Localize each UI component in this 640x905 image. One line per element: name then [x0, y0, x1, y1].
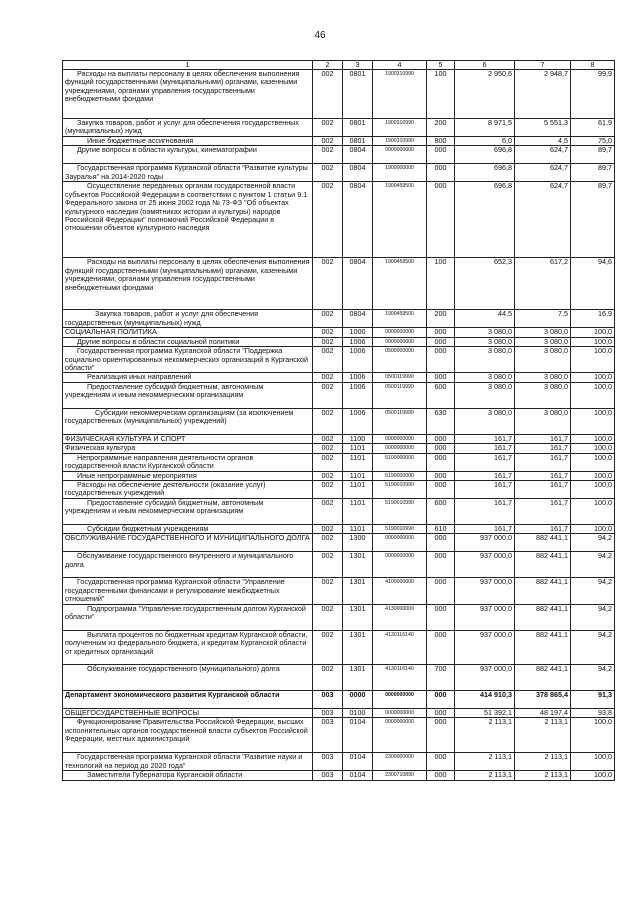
row-percent: 100,0 [571, 337, 615, 346]
row-name: Иные непрограммные мероприятия [63, 471, 313, 480]
table-row [63, 164, 615, 182]
row-percent: 100,0 [571, 373, 615, 382]
row-expense-type: 000 [427, 481, 455, 499]
row-actual: 882 441,1 [515, 552, 571, 578]
row-actual: 624,7 [515, 146, 571, 164]
table-row [63, 604, 615, 630]
row-admin-code: 002 [313, 481, 343, 499]
budget-table [62, 60, 615, 781]
row-expense-type: 000 [427, 182, 455, 258]
row-expense-type: 000 [427, 373, 455, 382]
row-name: Заместители Губернатора Курганской области [63, 771, 313, 780]
row-section-code: 0104 [343, 718, 373, 753]
table-row [63, 525, 615, 534]
table-row [63, 578, 615, 604]
row-actual: 624,7 [515, 164, 571, 182]
row-planned: 2 113,1 [455, 718, 515, 753]
row-admin-code: 002 [313, 146, 343, 164]
row-name: Реализация иных направлений [63, 373, 313, 382]
table-row [63, 499, 615, 525]
row-percent: 100,0 [571, 328, 615, 337]
row-percent: 93,8 [571, 708, 615, 717]
row-planned: 161,7 [455, 499, 515, 525]
row-percent: 94,2 [571, 664, 615, 690]
table-row [63, 690, 615, 708]
row-target-code: 0000000000 [373, 337, 427, 346]
row-section-code: 0801 [343, 119, 373, 137]
row-admin-code: 002 [313, 534, 343, 552]
row-admin-code: 002 [313, 337, 343, 346]
table-row [63, 453, 615, 471]
row-planned: 696,8 [455, 146, 515, 164]
row-name: Департамент экономического развития Курганской области [63, 690, 313, 708]
header-cell: 6 [455, 61, 515, 70]
row-percent: 100,0 [571, 444, 615, 453]
row-admin-code: 002 [313, 604, 343, 630]
row-percent: 99,9 [571, 70, 615, 119]
row-admin-code: 002 [313, 408, 343, 434]
row-planned: 3 080,0 [455, 337, 515, 346]
table-row [63, 664, 615, 690]
row-name: Функционирование Правительства Российской Федерации, высших исполнительных органов государственной власти субъектов Российской Федерации, местных администраций [63, 718, 313, 753]
row-section-code: 0104 [343, 771, 373, 780]
row-expense-type: 000 [427, 453, 455, 471]
row-target-code: 1900459500 [373, 182, 427, 258]
row-planned: 696,8 [455, 164, 515, 182]
row-section-code: 1301 [343, 552, 373, 578]
row-name: Предоставление субсидий бюджетным, автономным учреждениям и иным некоммерческим организациям [63, 382, 313, 408]
row-planned: 3 080,0 [455, 328, 515, 337]
row-admin-code: 002 [313, 258, 343, 310]
row-actual: 624,7 [515, 182, 571, 258]
row-admin-code: 003 [313, 753, 343, 771]
row-percent: 94,2 [571, 578, 615, 604]
row-admin-code: 002 [313, 444, 343, 453]
row-actual: 2 113,1 [515, 718, 571, 753]
row-admin-code: 002 [313, 310, 343, 328]
row-expense-type: 000 [427, 578, 455, 604]
row-target-code: 1900310990 [373, 137, 427, 146]
row-target-code: 0500119990 [373, 382, 427, 408]
table-row [63, 347, 615, 373]
row-section-code: 1006 [343, 337, 373, 346]
row-admin-code: 002 [313, 499, 343, 525]
row-name: Обслуживание государственного внутреннего и муниципального долга [63, 552, 313, 578]
row-percent: 100,0 [571, 771, 615, 780]
row-admin-code: 002 [313, 164, 343, 182]
row-expense-type: 000 [427, 771, 455, 780]
row-admin-code: 002 [313, 347, 343, 373]
row-percent: 94,2 [571, 604, 615, 630]
row-actual: 161,7 [515, 453, 571, 471]
row-actual: 617,2 [515, 258, 571, 310]
row-expense-type: 000 [427, 146, 455, 164]
row-name: СОЦИАЛЬНАЯ ПОЛИТИКА [63, 328, 313, 337]
row-admin-code: 002 [313, 664, 343, 690]
row-planned: 3 080,0 [455, 347, 515, 373]
row-planned: 51 392,1 [455, 708, 515, 717]
row-section-code: 1101 [343, 471, 373, 480]
row-section-code: 1301 [343, 664, 373, 690]
row-name: Государственная программа Курганской области "Развитие культуры Зауралья" на 2014-2020 годы [63, 164, 313, 182]
row-admin-code: 002 [313, 137, 343, 146]
row-section-code: 1101 [343, 499, 373, 525]
row-actual: 3 080,0 [515, 382, 571, 408]
row-expense-type: 700 [427, 664, 455, 690]
table-row [63, 444, 615, 453]
row-actual: 3 080,0 [515, 328, 571, 337]
row-target-code: 1900000000 [373, 164, 427, 182]
row-expense-type: 000 [427, 444, 455, 453]
row-section-code: 1301 [343, 578, 373, 604]
row-actual: 4,5 [515, 137, 571, 146]
row-percent: 94,2 [571, 552, 615, 578]
header-cell: 8 [571, 61, 615, 70]
row-section-code: 1301 [343, 630, 373, 664]
row-planned: 414 910,3 [455, 690, 515, 708]
row-expense-type: 200 [427, 119, 455, 137]
row-admin-code: 002 [313, 525, 343, 534]
row-target-code: 5190000000 [373, 471, 427, 480]
header-cell: 4 [373, 61, 427, 70]
row-percent: 100,0 [571, 471, 615, 480]
row-actual: 7,5 [515, 310, 571, 328]
row-expense-type: 630 [427, 408, 455, 434]
row-actual: 2 113,1 [515, 771, 571, 780]
row-expense-type: 000 [427, 753, 455, 771]
row-percent: 89,7 [571, 164, 615, 182]
row-planned: 8 971,5 [455, 119, 515, 137]
row-planned: 3 080,0 [455, 382, 515, 408]
row-admin-code: 002 [313, 328, 343, 337]
header-cell: 1 [63, 61, 313, 70]
row-target-code: 2300000000 [373, 753, 427, 771]
row-section-code: 0804 [343, 310, 373, 328]
row-planned: 937 000,0 [455, 604, 515, 630]
table-row [63, 471, 615, 480]
row-actual: 161,7 [515, 444, 571, 453]
header-cell: 3 [343, 61, 373, 70]
row-target-code: 0000000000 [373, 552, 427, 578]
row-name: Государственная программа Курганской области "Развитие науки и технологий на период до 2020 года" [63, 753, 313, 771]
row-name: Государственная программа Курганской области "Управление государственными финансами и регулирование межбюджетных отношений" [63, 578, 313, 604]
table-row [63, 630, 615, 664]
row-name: Закупка товаров, работ и услуг для обеспечения государственных (муниципальных) нужд [63, 310, 313, 328]
row-actual: 3 080,0 [515, 347, 571, 373]
row-planned: 161,7 [455, 453, 515, 471]
row-actual: 378 865,4 [515, 690, 571, 708]
row-target-code: 0000000000 [373, 708, 427, 717]
row-admin-code: 002 [313, 578, 343, 604]
table-row [63, 382, 615, 408]
row-actual: 161,7 [515, 499, 571, 525]
table-row [63, 146, 615, 164]
row-expense-type: 200 [427, 310, 455, 328]
table-row [63, 718, 615, 753]
row-target-code: 0000000000 [373, 328, 427, 337]
row-percent: 100,0 [571, 753, 615, 771]
row-expense-type: 000 [427, 552, 455, 578]
row-name: Выплата процентов по бюджетным кредитам Курганской области, полученным из федерального бюджета, и кредитам Курганской области от кредитных организаций [63, 630, 313, 664]
row-section-code: 1101 [343, 453, 373, 471]
table-row [63, 258, 615, 310]
row-section-code: 1300 [343, 534, 373, 552]
row-section-code: 1100 [343, 434, 373, 443]
row-target-code: 0000000000 [373, 718, 427, 753]
row-section-code: 1101 [343, 444, 373, 453]
row-actual: 3 080,0 [515, 408, 571, 434]
row-section-code: 1006 [343, 347, 373, 373]
row-target-code: 1900310990 [373, 70, 427, 119]
row-planned: 161,7 [455, 471, 515, 480]
row-section-code: 0801 [343, 70, 373, 119]
row-percent: 100,0 [571, 718, 615, 753]
row-planned: 161,7 [455, 434, 515, 443]
table-row [63, 119, 615, 137]
row-actual: 161,7 [515, 481, 571, 499]
row-name: Расходы на обеспечение деятельности (оказание услуг) государственных учреждений [63, 481, 313, 499]
row-expense-type: 100 [427, 258, 455, 310]
row-name: Субсидии некоммерческим организациям (за исключением государственных (муниципальных) учреждений) [63, 408, 313, 434]
row-name: ОБСЛУЖИВАНИЕ ГОСУДАРСТВЕННОГО И МУНИЦИПАЛЬНОГО ДОЛГА [63, 534, 313, 552]
row-target-code: 2300710890 [373, 771, 427, 780]
row-name: Подпрограмма "Управление государственным долгом Курганской области" [63, 604, 313, 630]
row-section-code: 1006 [343, 382, 373, 408]
table-row [63, 182, 615, 258]
row-name: Другие вопросы в области культуры, кинематографии [63, 146, 313, 164]
row-percent: 100,0 [571, 382, 615, 408]
row-target-code: 4130116140 [373, 630, 427, 664]
row-actual: 48 197,4 [515, 708, 571, 717]
table-row [63, 534, 615, 552]
row-planned: 937 000,0 [455, 534, 515, 552]
row-section-code: 1101 [343, 525, 373, 534]
row-target-code: 5190010990 [373, 481, 427, 499]
row-name: Государственная программа Курганской области "Поддержка социально ориентированных некоммерческих организаций в Курганской области" [63, 347, 313, 373]
row-expense-type: 100 [427, 70, 455, 119]
row-expense-type: 000 [427, 708, 455, 717]
row-percent: 100,0 [571, 525, 615, 534]
header-cell: 5 [427, 61, 455, 70]
row-percent: 100,0 [571, 453, 615, 471]
row-actual: 882 441,1 [515, 578, 571, 604]
row-admin-code: 002 [313, 434, 343, 443]
row-actual: 3 080,0 [515, 373, 571, 382]
row-expense-type: 000 [427, 164, 455, 182]
row-expense-type: 800 [427, 137, 455, 146]
row-admin-code: 002 [313, 453, 343, 471]
row-name: Расходы на выплаты персоналу в целях обеспечения выполнения функций государственными (муниципальными) органами, казенными учреждениями, органами управления государственными внебюджетными фондами [63, 70, 313, 119]
row-expense-type: 000 [427, 718, 455, 753]
row-expense-type: 000 [427, 337, 455, 346]
row-section-code: 1006 [343, 373, 373, 382]
table-row [63, 137, 615, 146]
row-section-code: 1301 [343, 604, 373, 630]
table-row [63, 552, 615, 578]
row-admin-code: 002 [313, 373, 343, 382]
row-actual: 5 551,3 [515, 119, 571, 137]
row-actual: 882 441,1 [515, 664, 571, 690]
row-section-code: 0804 [343, 146, 373, 164]
row-actual: 882 441,1 [515, 534, 571, 552]
row-planned: 937 000,0 [455, 552, 515, 578]
row-target-code: 1900310990 [373, 119, 427, 137]
row-actual: 882 441,1 [515, 630, 571, 664]
row-name: Физическая культура [63, 444, 313, 453]
row-admin-code: 002 [313, 382, 343, 408]
row-section-code: 0804 [343, 182, 373, 258]
row-expense-type: 000 [427, 347, 455, 373]
row-target-code: 0500119990 [373, 408, 427, 434]
row-planned: 696,8 [455, 182, 515, 258]
row-percent: 94,2 [571, 534, 615, 552]
row-section-code: 1000 [343, 328, 373, 337]
row-percent: 94,2 [571, 630, 615, 664]
row-target-code: 4130000000 [373, 604, 427, 630]
row-percent: 100,0 [571, 408, 615, 434]
row-section-code: 0000 [343, 690, 373, 708]
row-name: Осуществление переданных органам государственной власти субъектов Российской Федерации в соответствии с пунктом 1 статьи 9.1 Федерального закона от 25 июня 2002 года № 73-ФЗ "Об объектах культурного наследия (памятниках истории и культуры) народов Российской Федерации" полномочий Российской Федерации в отношении объектов культурного наследия [63, 182, 313, 258]
table-row [63, 328, 615, 337]
row-section-code: 0804 [343, 164, 373, 182]
row-admin-code: 002 [313, 70, 343, 119]
row-planned: 2 113,1 [455, 771, 515, 780]
row-admin-code: 003 [313, 718, 343, 753]
row-target-code: 5190010990 [373, 499, 427, 525]
row-expense-type: 610 [427, 525, 455, 534]
row-planned: 937 000,0 [455, 664, 515, 690]
row-expense-type: 000 [427, 434, 455, 443]
row-target-code: 0000000000 [373, 690, 427, 708]
table-row [63, 337, 615, 346]
row-planned: 3 080,0 [455, 373, 515, 382]
row-actual: 161,7 [515, 471, 571, 480]
row-planned: 652,3 [455, 258, 515, 310]
table-row [63, 310, 615, 328]
row-expense-type: 000 [427, 630, 455, 664]
row-percent: 100,0 [571, 434, 615, 443]
row-target-code: 0500119990 [373, 373, 427, 382]
row-percent: 100,0 [571, 499, 615, 525]
row-admin-code: 002 [313, 552, 343, 578]
table-row [63, 373, 615, 382]
table-row [63, 753, 615, 771]
row-planned: 3 080,0 [455, 408, 515, 434]
row-percent: 100,0 [571, 347, 615, 373]
row-expense-type: 000 [427, 534, 455, 552]
row-name: Расходы на выплаты персоналу в целях обеспечения выполнения функций государственными (муниципальными) органами, казенными учреждениями, органами управления государственными внебюджетными фондами [63, 258, 313, 310]
row-expense-type: 000 [427, 471, 455, 480]
row-name: Обслуживание государственного (муниципального) долга [63, 664, 313, 690]
row-percent: 89,7 [571, 182, 615, 258]
row-target-code: 5190010990 [373, 525, 427, 534]
row-planned: 44,5 [455, 310, 515, 328]
row-planned: 937 000,0 [455, 578, 515, 604]
row-admin-code: 003 [313, 690, 343, 708]
row-name: Другие вопросы в области социальной политики [63, 337, 313, 346]
row-expense-type: 600 [427, 382, 455, 408]
row-section-code: 0804 [343, 258, 373, 310]
row-planned: 161,7 [455, 525, 515, 534]
page-number: 46 [314, 30, 326, 41]
header-row [63, 61, 615, 70]
row-expense-type: 600 [427, 499, 455, 525]
row-percent: 89,7 [571, 146, 615, 164]
row-actual: 161,7 [515, 525, 571, 534]
row-expense-type: 000 [427, 328, 455, 337]
row-target-code: 0000000000 [373, 534, 427, 552]
row-name: Субсидии бюджетным учреждениям [63, 525, 313, 534]
row-target-code: 1900459500 [373, 310, 427, 328]
table-row [63, 771, 615, 780]
row-actual: 3 080,0 [515, 337, 571, 346]
row-percent: 94,6 [571, 258, 615, 310]
row-planned: 6,0 [455, 137, 515, 146]
table-row [63, 481, 615, 499]
header-cell: 7 [515, 61, 571, 70]
row-section-code: 0104 [343, 753, 373, 771]
table-row [63, 408, 615, 434]
row-target-code: 0000000000 [373, 444, 427, 453]
row-target-code: 1900459500 [373, 258, 427, 310]
row-admin-code: 003 [313, 708, 343, 717]
table-row [63, 70, 615, 119]
row-target-code: 4100000000 [373, 578, 427, 604]
row-name: Закупка товаров, работ и услуг для обеспечения государственных (муниципальных) нужд [63, 119, 313, 137]
row-name: Иные бюджетные ассигнования [63, 137, 313, 146]
row-target-code: 0000000000 [373, 434, 427, 443]
row-name: ОБЩЕГОСУДАРСТВЕННЫЕ ВОПРОСЫ [63, 708, 313, 717]
row-planned: 2 113,1 [455, 753, 515, 771]
row-section-code: 0100 [343, 708, 373, 717]
row-target-code: 4130116140 [373, 664, 427, 690]
row-actual: 882 441,1 [515, 604, 571, 630]
row-section-code: 1101 [343, 481, 373, 499]
header-cell: 2 [313, 61, 343, 70]
row-target-code: 0000000000 [373, 146, 427, 164]
row-target-code: 0500000000 [373, 347, 427, 373]
row-name: ФИЗИЧЕСКАЯ КУЛЬТУРА И СПОРТ [63, 434, 313, 443]
row-admin-code: 002 [313, 471, 343, 480]
row-planned: 2 950,6 [455, 70, 515, 119]
row-planned: 937 000,0 [455, 630, 515, 664]
row-name: Непрограммные направления деятельности органов государственной власти Курганской области [63, 453, 313, 471]
row-expense-type: 000 [427, 604, 455, 630]
row-percent: 16,9 [571, 310, 615, 328]
row-section-code: 1006 [343, 408, 373, 434]
row-planned: 161,7 [455, 481, 515, 499]
row-admin-code: 002 [313, 182, 343, 258]
row-percent: 75,0 [571, 137, 615, 146]
row-actual: 2 113,1 [515, 753, 571, 771]
row-admin-code: 002 [313, 630, 343, 664]
row-target-code: 5100000000 [373, 453, 427, 471]
row-percent: 100,0 [571, 481, 615, 499]
row-section-code: 0801 [343, 137, 373, 146]
row-percent: 91,3 [571, 690, 615, 708]
row-actual: 2 948,7 [515, 70, 571, 119]
row-actual: 161,7 [515, 434, 571, 443]
row-planned: 161,7 [455, 444, 515, 453]
row-expense-type: 000 [427, 690, 455, 708]
row-percent: 61,9 [571, 119, 615, 137]
row-admin-code: 002 [313, 119, 343, 137]
table-row [63, 708, 615, 717]
row-admin-code: 003 [313, 771, 343, 780]
row-name: Предоставление субсидий бюджетным, автономным учреждениям и иным некоммерческим организациям [63, 499, 313, 525]
table-row [63, 434, 615, 443]
